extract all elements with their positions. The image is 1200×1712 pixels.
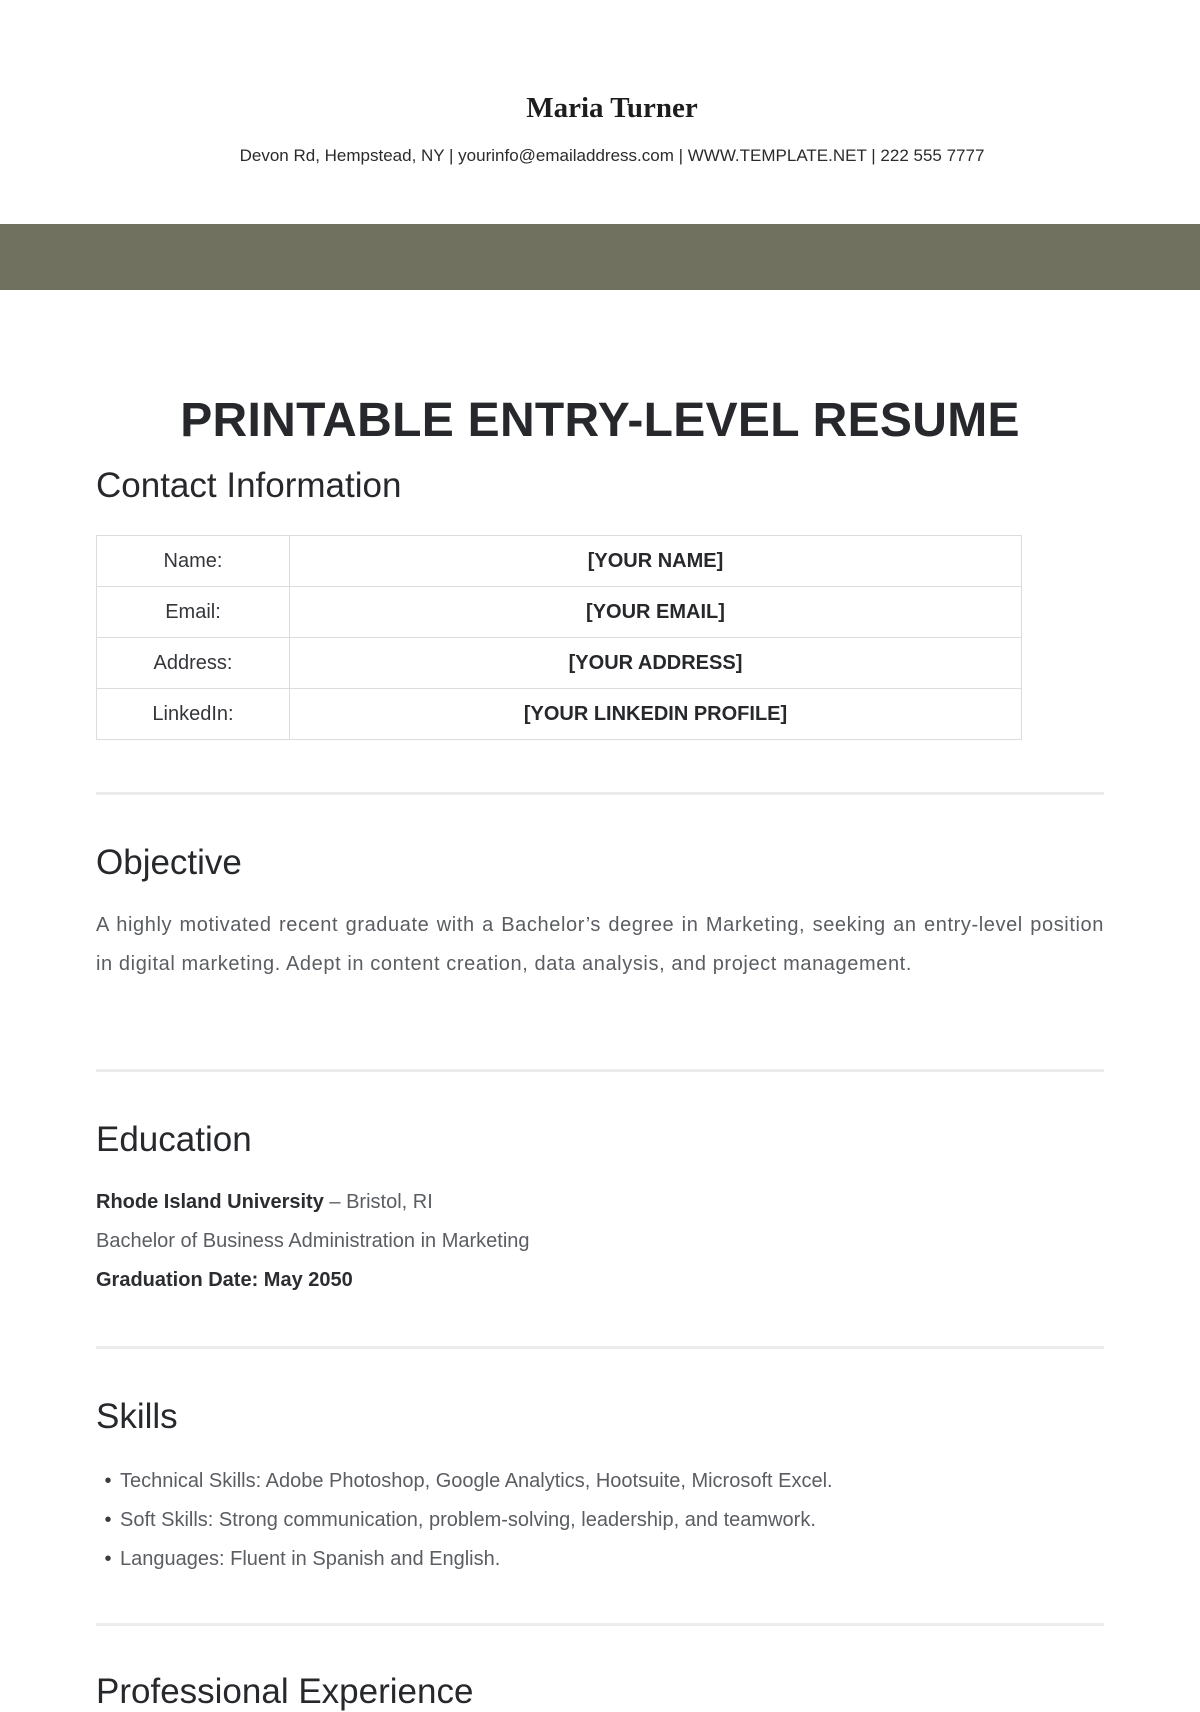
contact-value: [YOUR NAME] bbox=[290, 536, 1022, 587]
table-row bbox=[97, 587, 1022, 638]
objective-heading: Objective bbox=[96, 843, 242, 882]
bullet-icon: • bbox=[104, 1548, 112, 1570]
contact-label: Name: bbox=[97, 536, 290, 587]
objective-text: A highly motivated recent graduate with a Bachelor’s degree in Marketing, seeking an entry-level position in digital marketing. Adept in content creation, data analysis, and project management. bbox=[96, 914, 1104, 975]
graduation-date: Graduation Date: May 2050 bbox=[96, 1269, 353, 1291]
degree-text: Bachelor of Business Administration in Marketing bbox=[96, 1230, 530, 1252]
skill-text: Soft Skills: Strong communication, problem-solving, leadership, and teamwork. bbox=[120, 1509, 816, 1531]
skills-list bbox=[96, 1462, 833, 1579]
education-heading: Education bbox=[96, 1120, 252, 1159]
contact-value: [YOUR LINKEDIN PROFILE] bbox=[290, 689, 1022, 740]
section-divider bbox=[96, 792, 1104, 795]
skills-heading: Skills bbox=[96, 1397, 178, 1436]
contact-value: [YOUR ADDRESS] bbox=[290, 638, 1022, 689]
bullet-icon: • bbox=[104, 1509, 112, 1531]
section-divider bbox=[96, 1346, 1104, 1349]
school-location: – Bristol, RI bbox=[323, 1191, 433, 1213]
header-color-band bbox=[0, 224, 1200, 290]
experience-heading: Professional Experience bbox=[96, 1672, 474, 1711]
contact-label: Address: bbox=[97, 638, 290, 689]
school-name: Rhode Island University bbox=[96, 1191, 324, 1213]
letterhead bbox=[0, 0, 1200, 224]
table-row bbox=[97, 536, 1022, 587]
section-divider bbox=[96, 1069, 1104, 1072]
table-row bbox=[97, 689, 1022, 740]
bullet-icon: • bbox=[104, 1470, 112, 1492]
education-school-line bbox=[96, 1191, 433, 1214]
skill-text: Languages: Fluent in Spanish and English. bbox=[120, 1548, 501, 1570]
list-item bbox=[96, 1501, 833, 1540]
list-item bbox=[96, 1540, 833, 1579]
list-item bbox=[96, 1462, 833, 1501]
contact-label: Email: bbox=[97, 587, 290, 638]
contact-table bbox=[96, 535, 1022, 740]
contact-heading: Contact Information bbox=[96, 466, 402, 505]
contact-label: LinkedIn: bbox=[97, 689, 290, 740]
header-contact-line: Devon Rd, Hempstead, NY | yourinfo@emailaddress.com | WWW.TEMPLATE.NET | 222 555 7777 bbox=[239, 146, 985, 165]
contact-value: [YOUR EMAIL] bbox=[290, 587, 1022, 638]
document-title: PRINTABLE ENTRY-LEVEL RESUME bbox=[180, 394, 1020, 447]
skill-text: Technical Skills: Adobe Photoshop, Google Analytics, Hootsuite, Microsoft Excel. bbox=[120, 1470, 833, 1492]
table-row bbox=[97, 638, 1022, 689]
section-divider bbox=[96, 1623, 1104, 1626]
header-name: Maria Turner bbox=[526, 92, 698, 124]
